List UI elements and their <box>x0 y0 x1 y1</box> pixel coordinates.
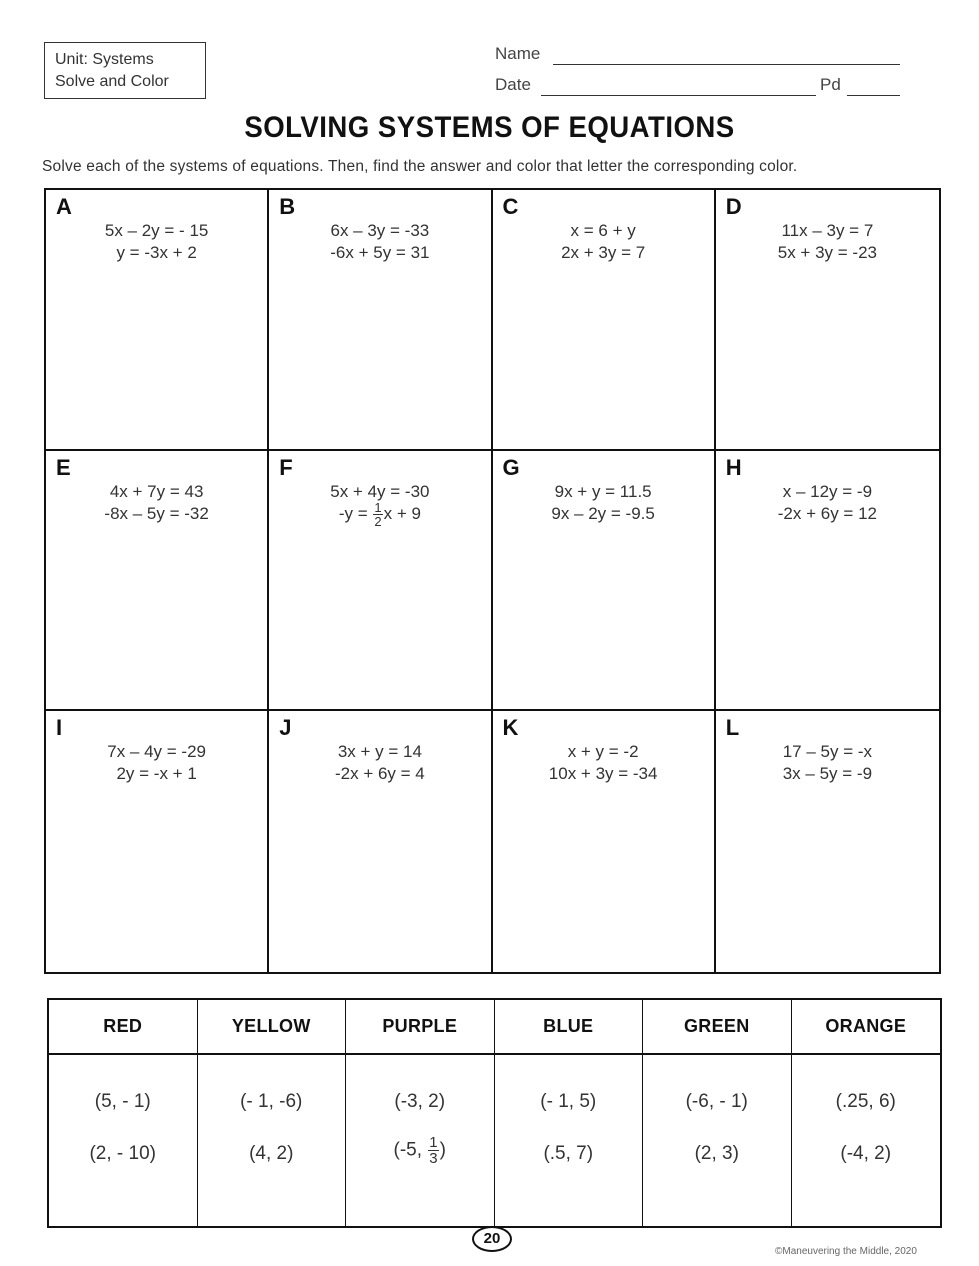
equation-2: -6x + 5y = 31 <box>330 243 430 262</box>
name-label: Name <box>495 44 541 63</box>
equation-1: 6x – 3y = -33 <box>330 221 430 240</box>
unit-line-1: Unit: Systems <box>55 51 154 68</box>
problem-cell-h[interactable] <box>716 451 939 712</box>
name-field[interactable] <box>553 64 900 65</box>
answer-value: (-3, 2) <box>394 1091 446 1112</box>
page-title: SOLVING SYSTEMS OF EQUATIONS <box>244 111 735 144</box>
equation-2: 10x + 3y = -34 <box>548 764 658 784</box>
equation-2: y = -3x + 2 <box>116 243 197 262</box>
color-header-green: GREEN <box>643 1000 792 1055</box>
equation-1: x = 6 + y <box>570 221 636 240</box>
answer-value: (-4, 2) <box>840 1143 892 1164</box>
answer-value: (5, - 1) <box>94 1091 151 1112</box>
answer-value: (.25, 6) <box>835 1091 896 1112</box>
problem-cell-c[interactable] <box>493 190 716 451</box>
problem-cell-i[interactable] <box>46 711 269 972</box>
problem-letter: H <box>725 454 742 480</box>
answer-column-yellow <box>198 1055 347 1226</box>
equation-2: 2x + 3y = 7 <box>561 243 646 262</box>
equation-1: x + y = -2 <box>567 742 639 762</box>
problem-cell-j[interactable] <box>269 711 492 972</box>
answer-column-purple <box>346 1055 495 1226</box>
problem-cell-d[interactable] <box>716 190 939 451</box>
equation-1: 3x + y = 14 <box>337 742 422 762</box>
problem-letter: L <box>725 715 740 741</box>
equation-1: 17 – 5y = -x <box>782 742 873 762</box>
page-number: 20 <box>472 1226 512 1252</box>
problem-letter: C <box>502 194 519 219</box>
equation-2: -2x + 6y = 4 <box>334 764 425 784</box>
color-header-purple: PURPLE <box>346 1000 495 1055</box>
equation-1: 4x + 7y = 43 <box>109 481 204 501</box>
problem-cell-l[interactable] <box>716 711 939 972</box>
pd-field[interactable] <box>847 95 900 96</box>
equation-2: 5x + 3y = -23 <box>777 243 877 262</box>
fraction-one-third: $\frac{1}{3}$ <box>429 1134 438 1167</box>
problem-cell-b[interactable] <box>269 190 492 451</box>
equation-1: 9x + y = 11.5 <box>554 481 652 501</box>
color-header-yellow: YELLOW <box>198 1000 347 1055</box>
equation-2-prefix: -y = <box>338 503 373 523</box>
equation-1: 7x – 4y = -29 <box>107 742 206 762</box>
unit-line-2: Solve and Color <box>55 73 169 90</box>
answer-value: (2, - 10) <box>89 1143 157 1164</box>
answer-value: (- 1, 5) <box>540 1091 597 1112</box>
equation-1: x – 12y = -9 <box>782 481 873 501</box>
problem-cell-f[interactable] <box>269 451 492 712</box>
answer-column-red <box>49 1055 198 1226</box>
equation-1: 5x + 4y = -30 <box>330 481 430 501</box>
equation-1: 5x – 2y = - 15 <box>104 221 209 240</box>
equation-2: 2y = -x + 1 <box>116 764 197 784</box>
pd-label: Pd <box>820 75 841 94</box>
problem-letter: D <box>725 194 742 219</box>
answer-value: (.5, 7) <box>543 1143 594 1164</box>
answer-color-table <box>47 998 942 1228</box>
answer-column-orange <box>792 1055 941 1226</box>
answer-column-blue <box>495 1055 644 1226</box>
color-header-orange: ORANGE <box>792 1000 941 1055</box>
answer-column-green <box>643 1055 792 1226</box>
date-field[interactable] <box>541 95 816 96</box>
color-header-blue: BLUE <box>495 1000 644 1055</box>
problem-letter: A <box>56 194 72 219</box>
equation-2: 9x – 2y = -9.5 <box>551 503 655 523</box>
unit-box <box>44 42 206 99</box>
fraction-one-half: $\frac{1}{2}$ <box>374 499 382 529</box>
problem-cell-g[interactable] <box>493 451 716 712</box>
equation-1: 11x – 3y = 7 <box>781 221 874 240</box>
equation-2: -8x – 5y = -32 <box>104 503 209 523</box>
copyright: ©Maneuvering the Middle, 2020 <box>775 1246 917 1257</box>
problem-letter: F <box>279 454 293 480</box>
problem-letter: J <box>279 715 292 741</box>
problem-letter: G <box>502 454 520 480</box>
answer-value: (2, 3) <box>694 1143 739 1164</box>
answer-value: (- 1, -6) <box>240 1091 303 1112</box>
problem-letter: E <box>56 454 71 480</box>
problem-letter: I <box>56 715 63 741</box>
date-label: Date <box>495 75 531 94</box>
equation-2 <box>269 501 490 528</box>
equation-2: -2x + 6y = 12 <box>777 503 877 523</box>
problem-cell-a[interactable] <box>46 190 269 451</box>
problem-letter: K <box>502 715 519 741</box>
problem-cell-e[interactable] <box>46 451 269 712</box>
problem-letter: B <box>279 194 296 219</box>
answer-value: (-6, - 1) <box>685 1091 748 1112</box>
problem-cell-k[interactable] <box>493 711 716 972</box>
equation-2: 3x – 5y = -9 <box>782 764 873 784</box>
color-header-red: RED <box>49 1000 198 1055</box>
instructions: Solve each of the systems of equations. Then, find the answer and color that letter the corresponding color. <box>42 158 798 175</box>
answer-value: (-5, $\frac{1}{3}$ ) <box>393 1134 446 1167</box>
equation-2-suffix: x + 9 <box>383 503 421 523</box>
answer-value: (4, 2) <box>249 1143 294 1164</box>
problem-grid <box>44 188 941 974</box>
